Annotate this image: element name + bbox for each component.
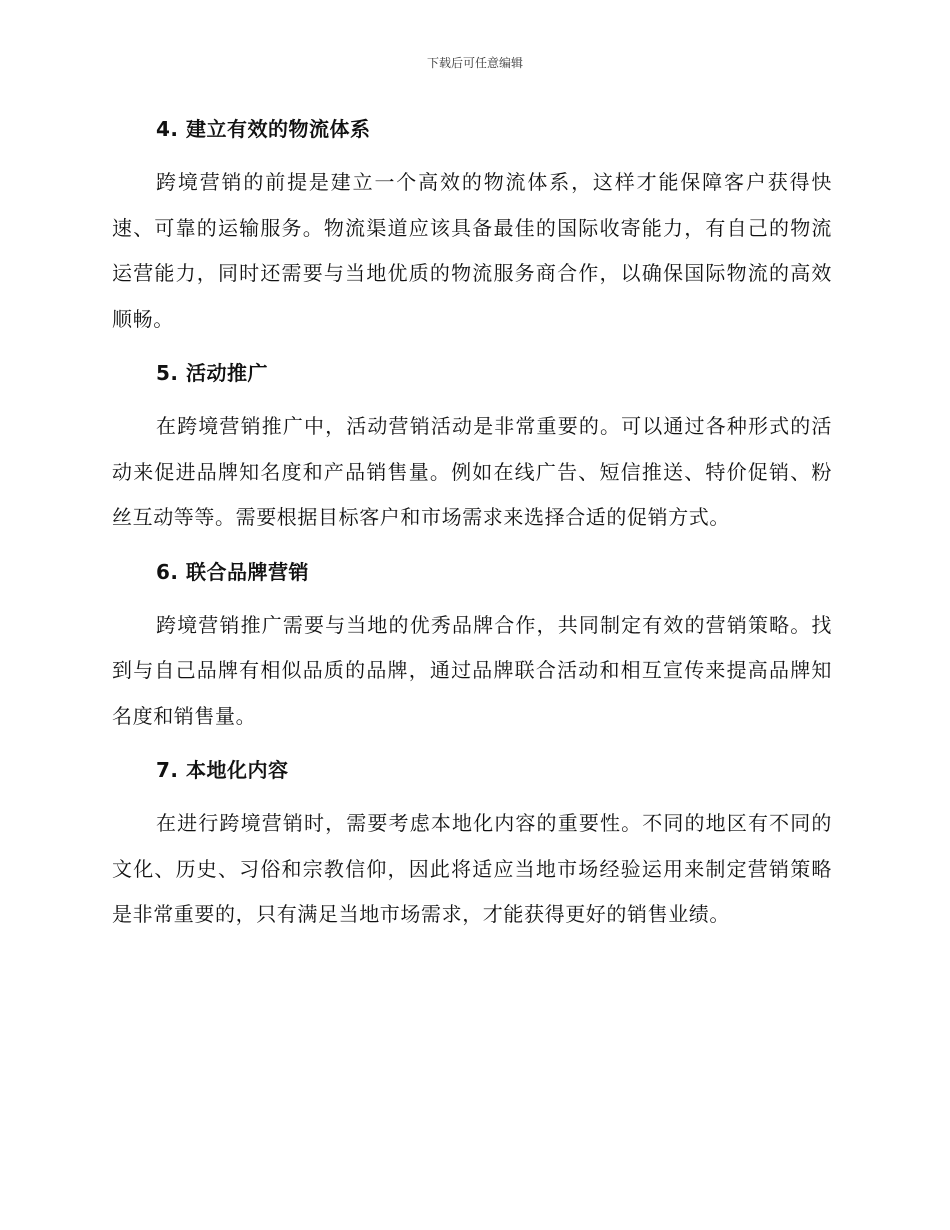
section-heading: 5. 活动推广 (156, 361, 268, 385)
section-paragraph: 在跨境营销推广中，活动营销活动是非常重要的。可以通过各种形式的活动来促进品牌知名度和产品销售量。例如在线广告、短信推送、特价促销、粉丝互动等等。需要根据目标客户和市场需求来选择合适的促销方式。 (112, 414, 832, 529)
section-paragraph: 在进行跨境营销时，需要考虑本地化内容的重要性。不同的地区有不同的文化、历史、习俗和宗教信仰，因此将适应当地市场经验运用来制定营销策略是非常重要的，只有满足当地市场需求，才能获得更好的销售业绩。 (112, 811, 832, 926)
section-co-branding (112, 555, 832, 754)
section-heading: 4. 建立有效的物流体系 (156, 117, 371, 141)
section-heading: 7. 本地化内容 (156, 758, 289, 782)
section-paragraph: 跨境营销的前提是建立一个高效的物流体系，这样才能保障客户获得快速、可靠的运输服务。物流渠道应该具备最佳的国际收寄能力，有自己的物流运营能力，同时还需要与当地优质的物流服务商合作，以确保国际物流的高效顺畅。 (112, 170, 832, 331)
section-localization (112, 753, 832, 938)
section-paragraph: 跨境营销推广需要与当地的优秀品牌合作，共同制定有效的营销策略。找到与自己品牌有相似品质的品牌，通过品牌联合活动和相互宣传来提高品牌知名度和销售量。 (112, 612, 832, 728)
document-body (112, 112, 832, 938)
section-promotion (112, 356, 832, 555)
section-logistics (112, 112, 832, 356)
page-header-note: 下载后可任意编辑 (426, 56, 523, 70)
section-heading: 6. 联合品牌营销 (156, 559, 309, 584)
